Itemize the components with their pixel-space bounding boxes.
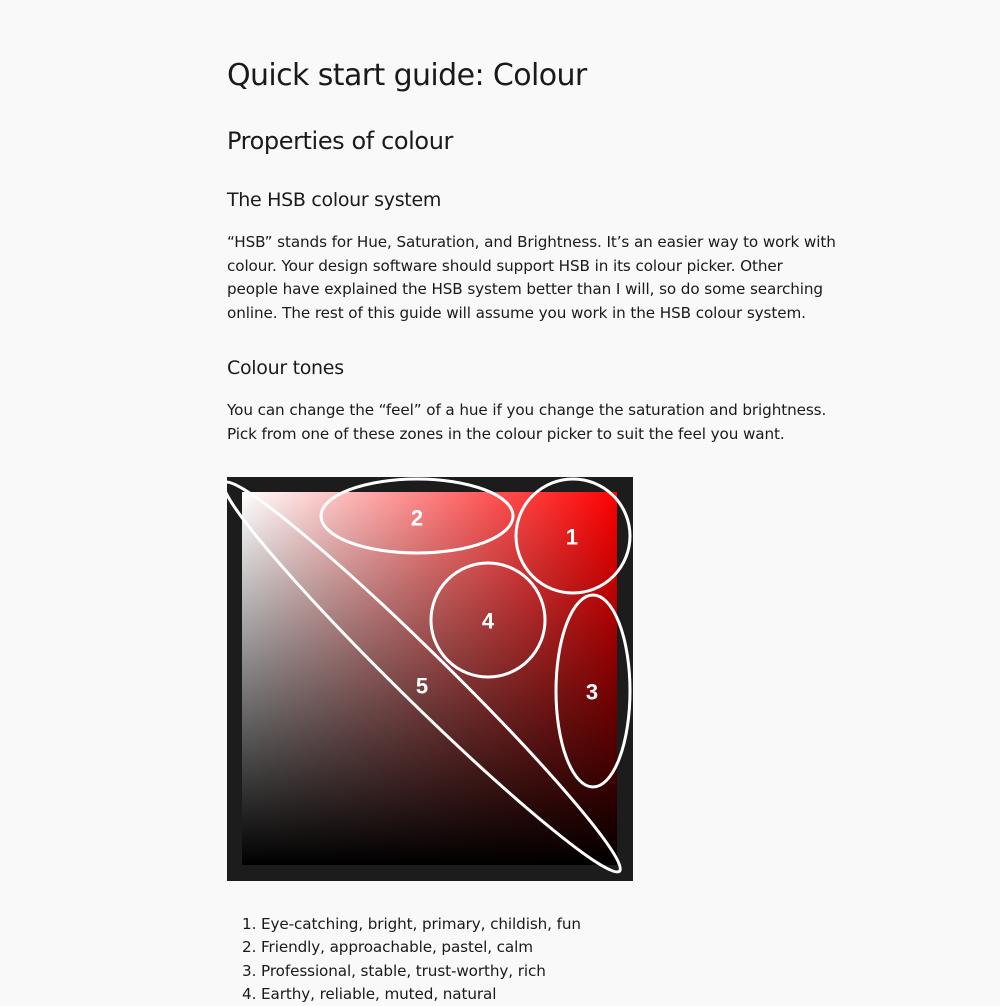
list-item <box>242 983 581 1006</box>
list-item-number: 1. <box>242 915 257 933</box>
colour-picker-diagram <box>227 477 633 881</box>
hsb-paragraph-line: online. The rest of this guide will assume you work in the HSB colour system. <box>227 303 806 322</box>
colour-tones-heading: Colour tones <box>227 357 344 379</box>
colour-tones-paragraph-line: Pick from one of these zones in the colour picker to suit the feel you want. <box>227 424 785 443</box>
list-item-text: Earthy, reliable, muted, natural <box>261 984 497 1003</box>
hsb-paragraph-line: colour. Your design software should support HSB in its colour picker. Other <box>227 256 783 275</box>
list-item-number: 2. <box>242 938 257 957</box>
brightness-gradient <box>242 492 617 865</box>
hsb-paragraph-line: “HSB” stands for Hue, Saturation, and Brightness. It’s an easier way to work with <box>227 233 836 251</box>
list-item <box>242 913 581 936</box>
hsb-paragraph-line: people have explained the HSB system better than I will, so do some searching <box>227 280 823 298</box>
list-item <box>242 960 581 983</box>
zone-4-label: 4 <box>481 608 495 634</box>
hsb-paragraph <box>227 231 836 325</box>
section-heading: Properties of colour <box>227 127 453 155</box>
zone-2-label: 2 <box>410 505 424 531</box>
list-item <box>242 936 581 959</box>
colour-picker-svg <box>227 477 633 881</box>
hsb-heading: The HSB colour system <box>227 189 442 211</box>
colour-tones-paragraph <box>227 399 827 446</box>
page-title: Quick start guide: Colour <box>227 58 587 93</box>
zone-1-label: 1 <box>565 524 579 550</box>
list-item-number: 4. <box>242 984 257 1003</box>
list-item-text: Eye-catching, bright, primary, childish, fun <box>261 915 581 933</box>
zone-3-label: 3 <box>585 679 599 705</box>
list-item-text: Friendly, approachable, pastel, calm <box>261 938 533 957</box>
list-item-number: 3. <box>242 961 257 980</box>
colour-zone-list <box>242 913 581 1006</box>
list-item-text: Professional, stable, trust-worthy, rich <box>261 961 546 980</box>
zone-5-label: 5 <box>415 673 429 699</box>
colour-tones-paragraph-line: You can change the “feel” of a hue if you change the saturation and brightness. <box>227 401 827 419</box>
